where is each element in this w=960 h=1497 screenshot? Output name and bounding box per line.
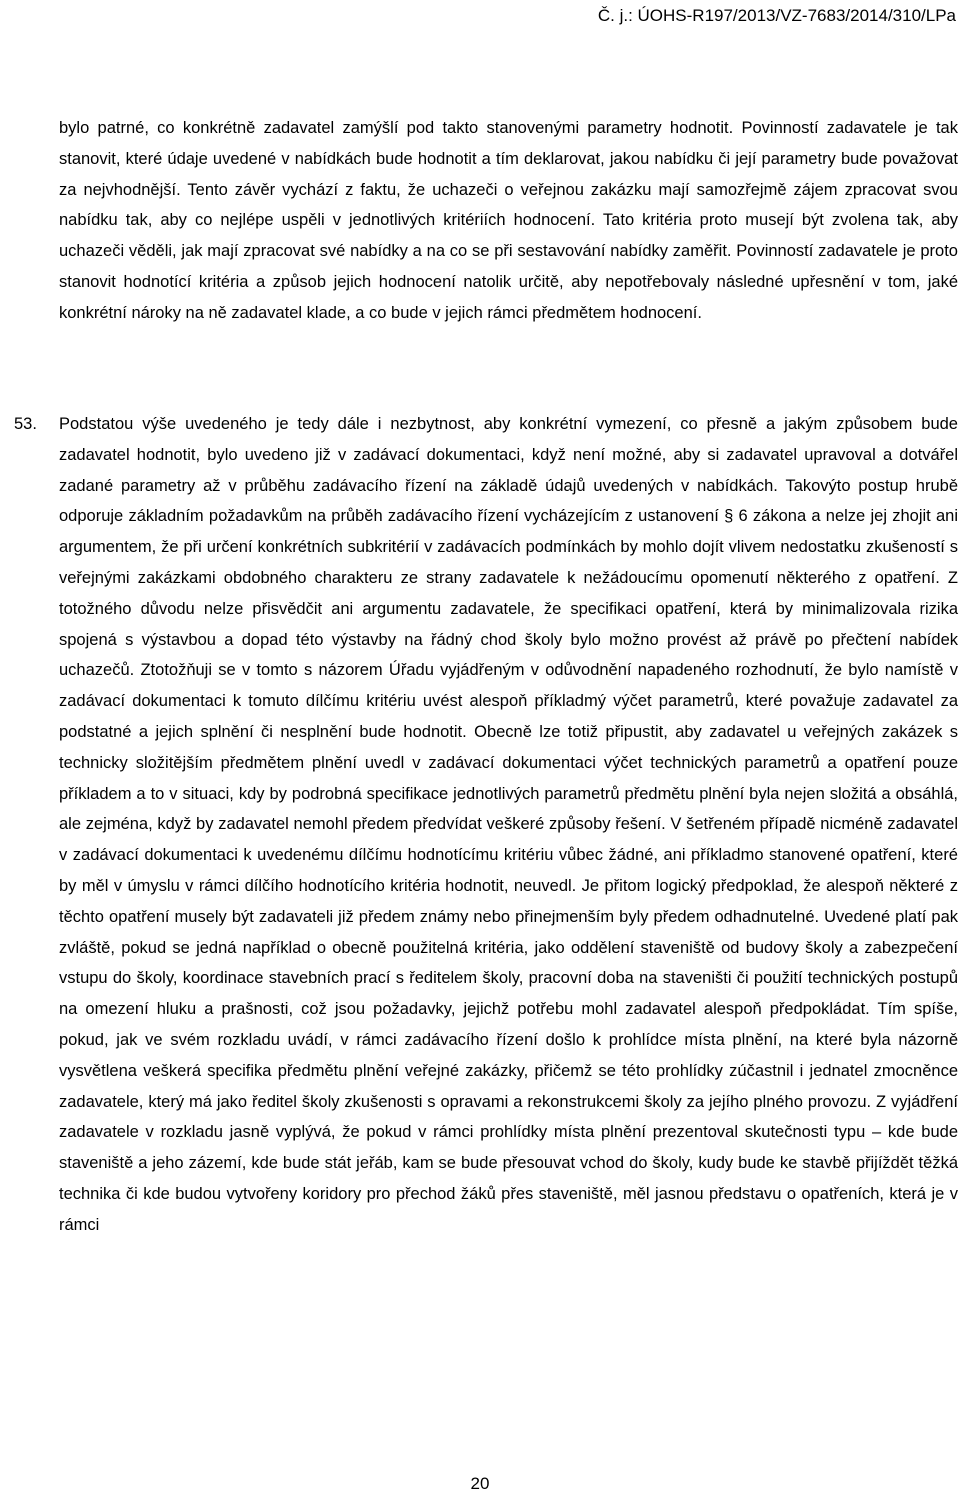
paragraph-number: 53. (14, 415, 37, 433)
document-reference-header: Č. j.: ÚOHS-R197/2013/VZ-7683/2014/310/LPa (597, 6, 956, 25)
paragraph-53-text: Podstatou výše uvedeného je tedy dále i nezbytnost, aby konkrétní vymezení, co přesně a jakým způsobem bude zadavatel hodnotit, bylo uvedeno již v zadávací dokumentaci, když není možné, aby si zadavatel upravoval a dotvářel zadané parametry až v průběhu zadávacího řízení na základě údajů uvedených v nabídkách. Takovýto postup hrubě odporuje základním požadavkům na průběh zadávacího řízení vycházejícím z ustanovení § 6 zákona a nelze jej zhojit ani argumentem, že při určení konkrétních subkritérií v zadávacích podmínkách by mohlo dojít vlivem nedostatku zkušeností s veřejnými zakázkami obdobného charakteru ze strany zadavatele k nežádoucímu opomenutí některého z opatření. Z totožného důvodu nelze přisvědčit ani argumentu zadavatele, že specifikaci opatření, která by minimalizovala rizika spojená s výstavbou a dopad této výstavby na řádný chod školy bylo možno provést až právě po přečtení nabídek uchazečů. Ztotožňuji se v tomto s názorem Úřadu vyjádřeným v odůvodnění napadeného rozhodnutí, že bylo namístě v zadávací dokumentaci k tomuto dílčímu kritériu uvést alespoň příkladmý výčet parametrů, které považuje zadavatel za podstatné a jejich splnění či nesplnění bude hodnotit. Obecně lze totiž připustit, aby zadavatel u veřejných zakázek s technicky složitějším předmětem plnění uvedl v zadávací dokumentaci výčet technických parametrů a opatření pouze příkladem a to v situaci, kdy by podrobná specifikace jednotlivých parametrů předmětu plnění byla nejen složitá a obsáhlá, ale zejména, když by zadavatel nemohl předem předvídat veškeré způsoby řešení. V šetřeném případě nicméně zadavatel v zadávací dokumentaci k uvedenému dílčímu hodnotícímu kritériu vůbec žádné, ani příkladmo stanovené opatření, které by měl v úmyslu v rámci dílčího hodnotícího kritéria hodnotit, neuvedl. Je přitom logický předpoklad, že alespoň některé z těchto opatření musely být zadavateli již předem známy nebo přinejmenším byly předem odhadnutelné. Uvedené platí pak zvláště, pokud se jedná například o obecně použitelná kritéria, jako oddělení staveniště od budovy školy a zabezpečení vstupu do školy, koordinace stavebních prací s ředitelem školy, pracovní doba na staveništi či použití technických postupů na omezení hluku a prašnosti, což jsou požadavky, jejichž potřebu mohl zadavatel alespoň předpokládat. Tím spíše, pokud, jak ve svém rozkladu uvádí, v rámci zadávacího řízení došlo k prohlídce místa plnění, na které byla názorně vysvětlena veškerá specifika předmětu plnění veřejné zakázky, přičemž se této prohlídky zúčastnil i jednatel zmocněnce zadavatele, který má jako ředitel školy zkušenosti s opravami a rekonstrukcemi školy za jejího plného provozu. Z vyjádření zadavatele v rozkladu jasně vyplývá, že pokud v rámci prohlídky místa plnění prezentoval skutečnosti typu – kde bude staveniště a jeho zázemí, kde bude stát jeřáb, kam se bude přesouvat vchod do školy, kudy bude ke stavbě přijíždět těžká technika či kde budou vytvořeny koridory pro přechod žáků přes staveniště, měl jasnou představu o opatřeních, která je v rámci (59, 415, 958, 1234)
page-number: 20 (470, 1474, 490, 1493)
paragraph-continuation: bylo patrné, co konkrétně zadavatel zamýšlí pod takto stanovenými parametry hodnotit. Povinností zadavatele je tak stanovit, které údaje uvedené v nabídkách bude hodnotit a tím deklarovat, jakou nabídku či její parametry bude považovat za nejvhodnější. Tento závěr vychází z faktu, že uchazeči o veřejnou zakázku mají samozřejmě zájem zpracovat svou nabídku tak, aby co nejlépe uspěli v jednotlivých kritériích hodnocení. Tato kritéria proto musejí být zvolena tak, aby uchazeči věděli, jak mají zpracovat své nabídky a na co se při sestavování nabídky zaměřit. Povinností zadavatele je proto stanovit hodnotící kritéria a způsob jejich hodnocení natolik určitě, aby nepotřebovaly následné upřesnění v tom, jaké konkrétní nároky na ně zadavatel klade, a co bude v jejich rámci předmětem hodnocení. (59, 119, 958, 322)
